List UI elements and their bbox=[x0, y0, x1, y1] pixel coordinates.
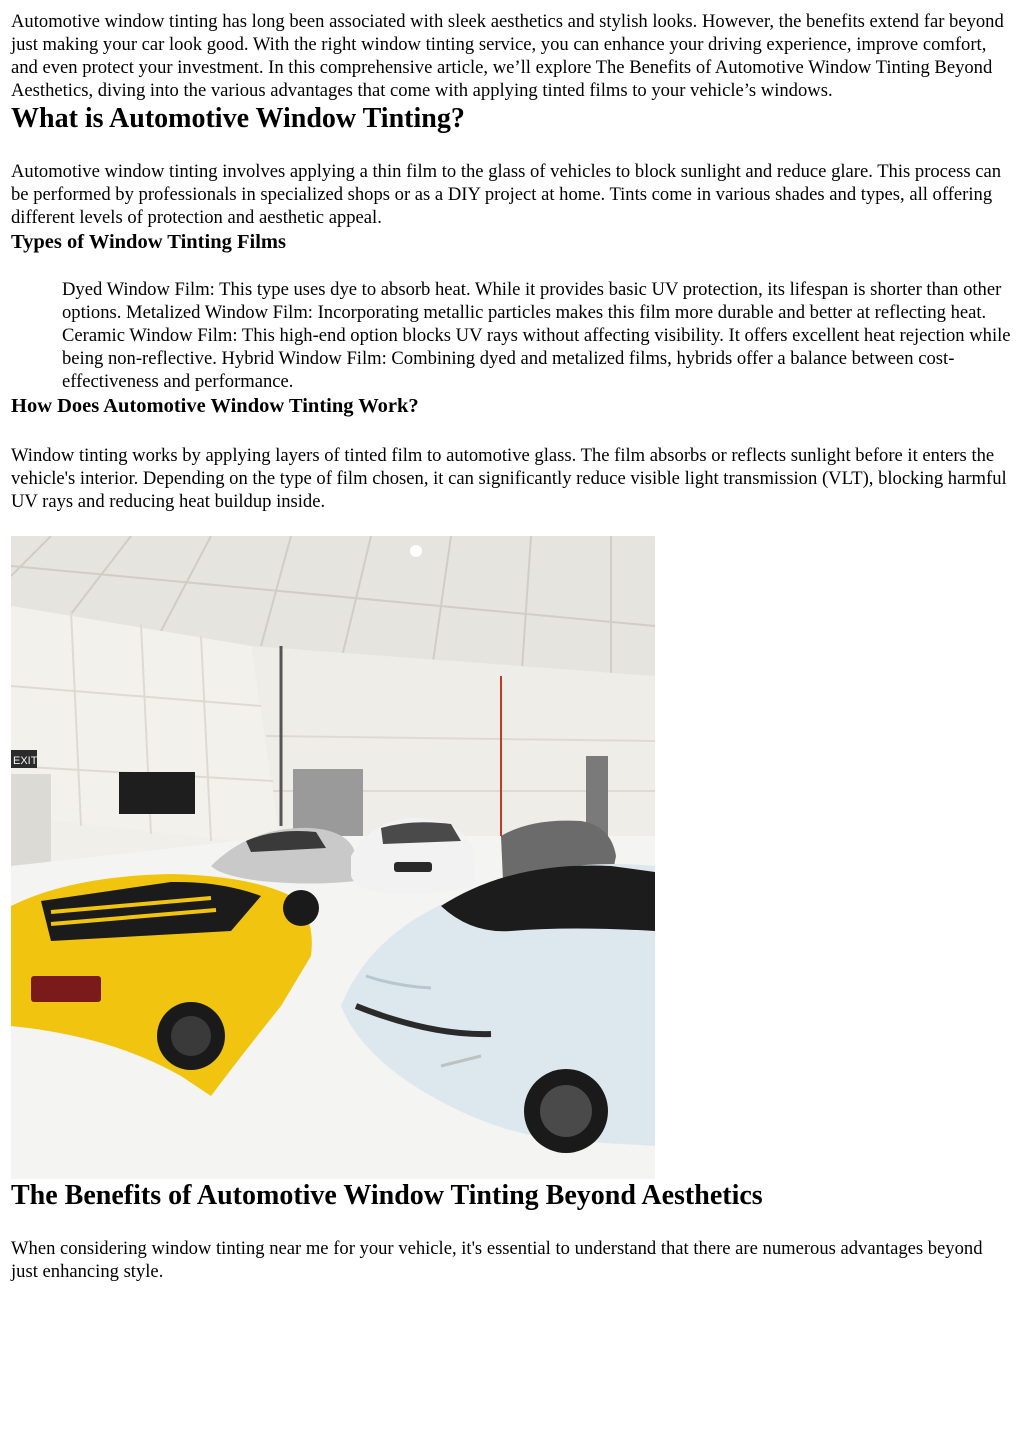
intro-paragraph: Automotive window tinting has long been associated with sleek aesthetics and stylish looks. However, the benefits extend far beyond just making your car look good. With the right window tinting service, you can enhance your driving experience, improve comfort, and even protect your investment. In this comprehensive article, we’ll explore The Benefits of Automotive Window Tinting Beyond Aesthetics, diving into the various advantages that come with applying tinted films to your vehicle’s windows. bbox=[11, 11, 1004, 101]
heading-how-tinting-works: How Does Automotive Window Tinting Work? bbox=[11, 395, 419, 417]
garage-cars-photo bbox=[11, 536, 655, 1179]
types-of-films-blockquote: Dyed Window Film: This type uses dye to absorb heat. While it provides basic UV protection, its lifespan is shorter than other options. Metalized Window Film: Incorporating metallic particles makes this film more durable and better at reflecting heat. Ceramic Window Film: This high-end option blocks UV rays without affecting visibility. It offers excellent heat rejection while being non-reflective. Hybrid Window Film: Combining dyed and metalized films, hybrids offer a balance between cost-effectiveness and performance. bbox=[62, 279, 1011, 392]
heading-types-of-films: Types of Window Tinting Films bbox=[11, 231, 286, 253]
benefits-paragraph: When considering window tinting near me for your vehicle, it's essential to understand that there are numerous advantages beyond just enhancing style. bbox=[11, 1238, 983, 1282]
exit-sign: EXIT bbox=[13, 755, 38, 767]
heading-benefits: The Benefits of Automotive Window Tinting Beyond Aesthetics bbox=[11, 1180, 763, 1211]
how-tinting-works-paragraph: Window tinting works by applying layers of tinted film to automotive glass. The film absorbs or reflects sunlight before it enters the vehicle's interior. Depending on the type of film chosen, it can significantly reduce visible light transmission (VLT), blocking harmful UV rays and reducing heat buildup inside. bbox=[11, 445, 1007, 512]
heading-what-is-tinting: What is Automotive Window Tinting? bbox=[11, 103, 465, 134]
what-is-tinting-paragraph: Automotive window tinting involves applying a thin film to the glass of vehicles to block sunlight and reduce glare. This process can be performed by professionals in specialized shops or as a DIY project at home. Tints come in various shades and types, all offering different levels of protection and aesthetic appeal. bbox=[11, 161, 1002, 228]
